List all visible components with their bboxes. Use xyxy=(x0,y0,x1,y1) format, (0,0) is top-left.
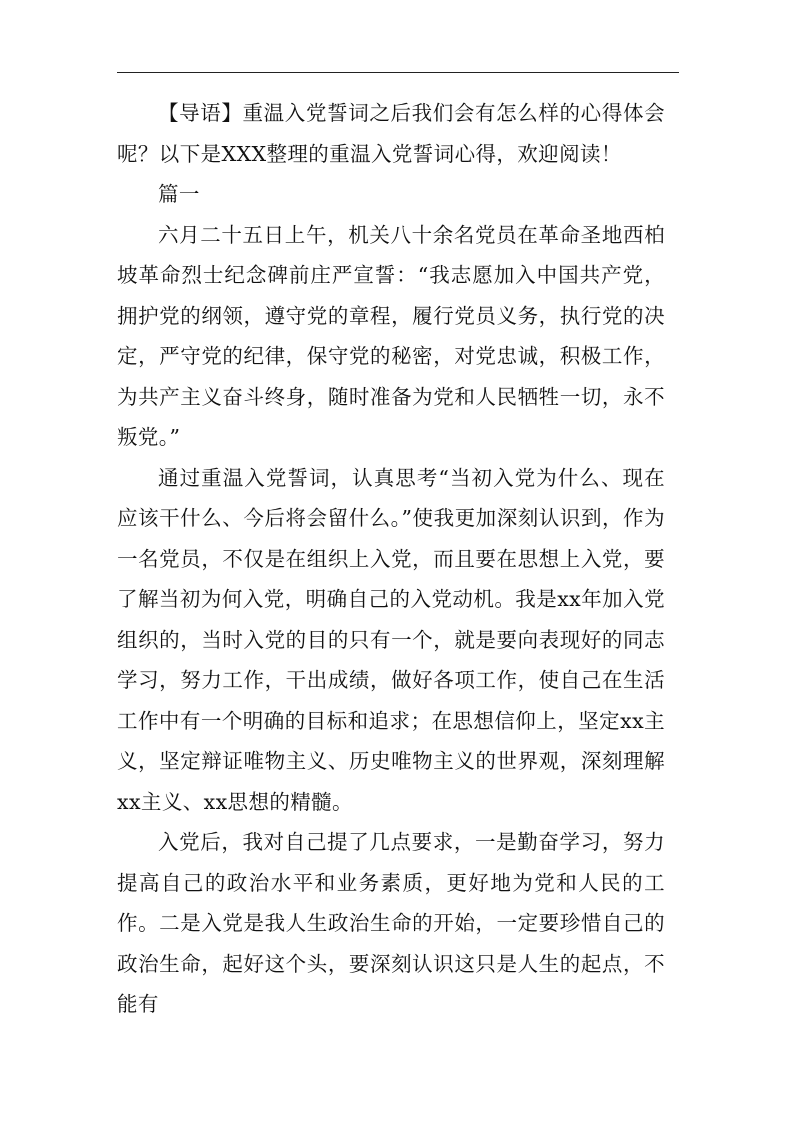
body-paragraph: 通过重温入党誓词，认真思考“当初入党为什么、现在应该干什么、今后将会留什么。”使我更加深刻认识到，作为一名党员，不仅是在组织上入党，而且要在思想上入党，要了解当初为何入党，明确自己的入党动机。我是xx年加入党组织的，当时入党的目的只有一个，就是要向表现好的同志学习，努力工作，干出成绩，做好各项工作，使自己在生活工作中有一个明确的目标和追求；在思想信仰上，坚定xx主义，坚定辩证唯物主义、历史唯物主义的世界观，深刻理解xx主义、xx思想的精髓。 xyxy=(117,465,665,814)
header-rule xyxy=(117,72,679,73)
body-paragraph: 入党后，我对自己提了几点要求，一是勤奋学习，努力提高自己的政治水平和业务素质，更好地为党和人民的工作。二是入党是我人生政治生命的开始，一定要珍惜自己的政治生命，起好这个头，要深刻认识这只是人生的起点，不能有 xyxy=(117,830,665,1016)
body-paragraph: 六月二十五日上午，机关八十余名党员在革命圣地西柏坡革命烈士纪念碑前庄严宣誓：“我志愿加入中国共产党，拥护党的纲领，遵守党的章程，履行党员义务，执行党的决定，严守党的纪律，保守党的秘密，对党忠诚，积极工作，为共产主义奋斗终身，随时准备为党和人民牺牲一切，永不叛党。” xyxy=(117,222,665,449)
section-title: 篇一 xyxy=(158,182,200,206)
intro-paragraph: 【导语】重温入党誓词之后我们会有怎么样的心得体会呢？以下是XXX整理的重温入党誓词心得，欢迎阅读！ xyxy=(117,101,665,166)
document-body xyxy=(117,93,665,1025)
